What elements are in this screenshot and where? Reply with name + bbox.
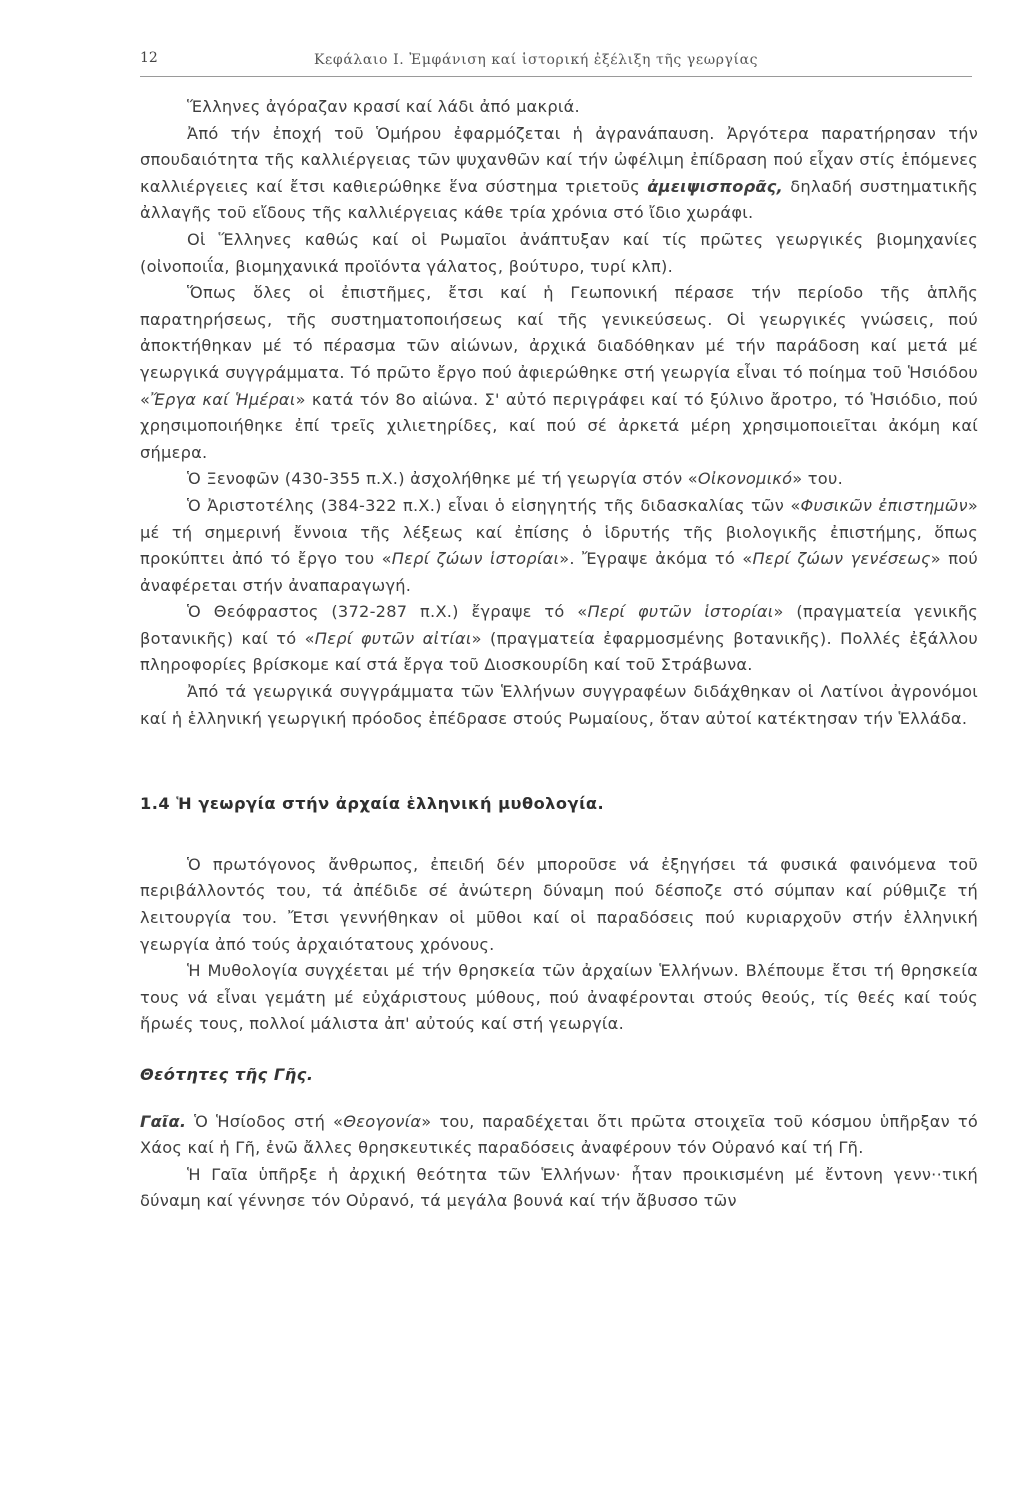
paragraph-text: Οἱ Ἕλληνες καθώς καί οἱ Ρωμαῖοι ἀνάπτυξαν καί τίς πρῶτες γεωργικές βιομηχανίες (οἰνοποιΐα, βιομηχανικά προϊόντα γάλατος, βούτυρο, τυρί κλπ).: [140, 229, 978, 276]
paragraph-gaia: [140, 1109, 978, 1162]
paragraph-text: » του.: [792, 469, 843, 489]
paragraph-crop-rotation: [140, 121, 978, 227]
paragraph-xenophon: [140, 466, 978, 493]
paragraph-aristotle: [140, 493, 978, 599]
subsection-heading: Θεότητες τῆς Γῆς.: [140, 1065, 314, 1084]
paragraph-text: Ἀπό τά γεωργικά συγγράμματα τῶν Ἑλλήνων συγγραφέων διδάχθηκαν οἱ Λατίνοι ἀγρονόμοι καί ἡ ἑλληνική γεωργική πρόοδος ἐπέδρασε στούς Ρωμαίους, ὅταν αὐτοί κατέκτησαν τήν Ἑλλάδα.: [140, 682, 978, 728]
paragraph-text: » (πραγματεία ἐφαρμοσμένης βοτανικῆς). Πολλές ἐξάλλου πληροφορίες βρίσκομε καί στά ἔργα τοῦ Διοσκουρίδη καί τοῦ Στράβωνα.: [140, 628, 978, 675]
paragraph-gaia-continued: [140, 1162, 978, 1215]
work-title: Θεογονία: [343, 1111, 422, 1131]
page-number: 12: [140, 50, 158, 66]
work-title: Περί φυτῶν ἱστορίαι: [587, 602, 774, 622]
paragraph-text: Ἕλληνες ἀγόραζαν κρασί καί λάδι ἀπό μακριά.: [187, 97, 580, 116]
work-title: Ἔργα καί Ἡμέραι: [150, 389, 296, 409]
paragraph-text: Ὁ Ἡσίοδος στή «: [186, 1111, 344, 1131]
paragraph-text: » μέ τή σημερινή ἔννοια τῆς λέξεως καί ἐπίσης ὁ ἱδρυτής τῆς βιολογικῆς ἐπιστήμης, ὅπως προκύπτει ἀπό τό ἔργο του «: [140, 495, 979, 569]
work-title: Περί ζώων ἱστορίαι: [391, 549, 560, 569]
paragraph-mythology: [140, 958, 978, 1038]
work-title: Οἰκονομικό: [697, 469, 793, 489]
paragraph-text: δηλαδή συστηματικῆς ἀλλαγῆς τοῦ εἴδους τῆς καλλιέργειας κάθε τρία χρόνια στό ἴδιο χωράφι.: [140, 176, 978, 223]
paragraph-latins: [140, 679, 978, 732]
emphasized-term: Γαῖα.: [140, 1111, 187, 1131]
paragraph-text: Ἡ Γαῖα ὑπῆρξε ἡ ἀρχική θεότητα τῶν Ἑλλήνων· ἦταν προικισμένη μέ ἔντονη γενν··τική δύναμη καί γέννησε τόν Οὐρανό, τά μεγάλα βουνά καί τήν ἄβυσσο τῶν: [140, 1164, 978, 1211]
paragraph-text: » πού ἀναφέρεται στήν ἀναπαραγωγή.: [140, 549, 978, 595]
paragraph-theophrastus: [140, 599, 978, 679]
paragraph-text: » (πραγματεία γενικῆς βοτανικῆς) καί τό «: [140, 602, 978, 648]
paragraph-text: Ὁ πρωτόγονος ἄνθρωπος, ἐπειδή δέν μποροῦσε νά ἐξηγήσει τά φυσικά φαινόμενα τοῦ περιβάλλοντός του, τά ἀπέδιδε σέ ἀνώτερη δύναμη πού δέσποζε στό σύμπαν καί ρύθμιζε τή λειτουργία του. Ἔτσι γεννήθηκαν οἱ μῦθοι καί οἱ παραδόσεις πού κυριαρχοῦν στήν ἑλληνική γεωργία ἀπό τούς ἀρχαιότατους χρόνους.: [140, 854, 978, 954]
work-title: Περί ζώων γενέσεως: [752, 549, 931, 569]
paragraph-text: » κατά τόν 8ο αἰώνα. Σ' αὐτό περιγράφει καί τό ξύλινο ἄροτρο, τό Ἡσιόδιο, πού χρησιμοποιήθηκε ἐπί τρεῖς χιλιετηρίδες, καί πού σέ ἀρκετά μέρη χρησιμοποιεῖται ἀκόμη καί σήμερα.: [140, 389, 979, 462]
running-head: Κεφάλαιο Ι. Ἐμφάνιση καί ἱστορική ἐξέλιξη τῆς γεωργίας: [314, 52, 759, 68]
paragraph-text: Ἀπό τήν ἐποχή τοῦ Ὁμήρου ἐφαρμόζεται ἡ ἀγρανάπαυση. Ἀργότερα παρατήρησαν τήν σπουδαιότητα τῆς καλλιέργειας τῶν ψυχανθῶν καί τήν ὠφέλιμη ἐπίδραση πού εἶχαν στίς ἑπόμενες καλλιέργειες καί ἔτσι καθιερώθηκε ἕνα σύστημα τριετοῦς: [140, 123, 978, 196]
work-title: Περί φυτῶν αἰτίαι: [314, 628, 472, 648]
paragraph-text: Ὁ Ξενοφῶν (430-355 π.Χ.) ἀσχολήθηκε μέ τή γεωργία στόν «: [187, 469, 698, 489]
paragraph-text: Ὁ Θεόφραστος (372-287 π.Χ.) ἔγραψε τό «: [187, 602, 588, 622]
section-heading: 1.4 Ἡ γεωργία στήν ἀρχαία ἑλληνική μυθολογία.: [140, 794, 605, 814]
paragraph-text: » του, παραδέχεται ὅτι πρῶτα στοιχεῖα τοῦ κόσμου ὑπῆρξαν τό Χάος καί ἡ Γῆ, ἐνῶ ἄλλες θρησκευτικές παραδόσεις ἀναφέρουν τόν Οὐρανό καί τή Γῆ.: [140, 1111, 978, 1158]
paragraph-text: ». Ἔγραψε ἀκόμα τό «: [559, 549, 753, 569]
emphasized-term: ἀμειψισπορᾶς,: [647, 176, 784, 196]
paragraph-industries: [140, 227, 978, 280]
page-body: [140, 94, 978, 1215]
paragraph-text: Ἡ Μυθολογία συγχέεται μέ τήν θρησκεία τῶν ἀρχαίων Ἑλλήνων. Βλέπουμε ἔτσι τή θρησκεία τους νά εἶναι γεμάτη μέ εὐχάριστους μύθους, πού ἀναφέρονται στούς θεούς, τίς θεές καί τούς ἥρωές τους, πολλοί μάλιστα ἀπ' αὐτούς καί στή γεωργία.: [140, 961, 978, 1034]
page-header: [140, 44, 972, 77]
paragraph-myths: [140, 852, 978, 958]
work-title: Φυσικῶν ἐπιστημῶν: [800, 495, 968, 515]
paragraph-continued: [140, 94, 978, 121]
paragraph-sciences: [140, 280, 978, 466]
paragraph-text: Ὅπως ὅλες οἱ ἐπιστῆμες, ἔτσι καί ἡ Γεωπονική πέρασε τήν περίοδο τῆς ἁπλῆς παρατηρήσεως, τῆς συστηματοποιήσεως καί τῆς γενικεύσεως. Οἱ γεωργικές γνώσεις, πού ἀποκτήθηκαν μέ τό πέρασμα τῶν αἰώνων, ἀρχικά διαδόθηκαν μέ τήν παράδοση καί μετά μέ γεωργικά συγγράμματα. Τό πρῶτο ἔργο πού ἀφιερώθηκε στή γεωργία εἶναι τό ποίημα τοῦ Ἡσιόδου «: [140, 283, 978, 409]
paragraph-text: Ὁ Ἀριστοτέλης (384-322 π.Χ.) εἶναι ὁ εἰσηγητής τῆς διδασκαλίας τῶν «: [187, 495, 801, 515]
